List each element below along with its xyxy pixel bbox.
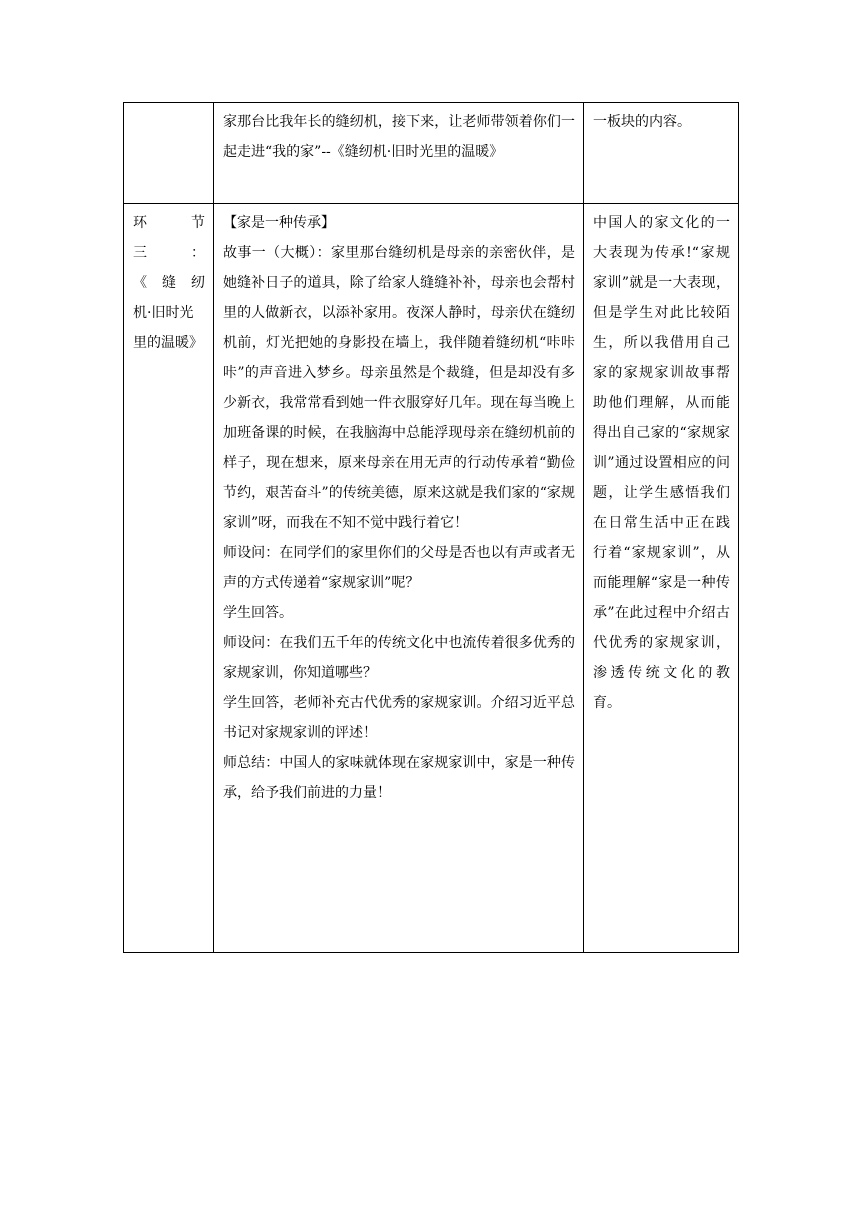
stage-cell xyxy=(124,204,219,953)
table-row xyxy=(124,204,739,953)
stage-title-line: 里的温暖》 xyxy=(133,335,203,351)
content-paragraph: 学生回答。 xyxy=(223,605,293,621)
stage-label: 环 节 三 ： xyxy=(133,215,219,261)
content-paragraph: 师设问：在我们五千年的传统文化中也流传着很多优秀的家规家训，你知道哪些？ xyxy=(223,635,575,681)
stage-cell xyxy=(124,103,214,204)
intent-cell xyxy=(584,204,739,953)
content-paragraph: 学生回答，老师补充古代优秀的家规家训。介绍习近平总书记对家规家训的评述！ xyxy=(223,695,575,741)
content-paragraph: 师总结：中国人的家味就体现在家规家训中，家是一种传承，给予我们前进的力量！ xyxy=(223,755,575,801)
content-paragraph: 故事一（大概）：家里那台缝纫机是母亲的亲密伙伴，是她缝补日子的道具，除了给家人缝缝补补，母亲也会帮村里的人做新衣，以添补家用。夜深人静时，母亲伏在缝纫机前，灯光把她的身影投在墙上，我伴随着缝纫机“咔咔咔”的声音进入梦乡。母亲虽然是个裁缝，但是却没有多少新衣，我常常看到她一件衣服穿好几年。现在每当晚上加班备课的时候，在我脑海中总能浮现母亲在缝纫机前的样子，现在想来，原来母亲在用无声的行动传承着“勤俭节约，艰苦奋斗”的传统美德，原来这就是我们家的“家规家训”呀，而我在不知不觉中践行着它！ xyxy=(223,245,575,531)
intent-text: 中国人的家文化的一大表现为传承!“家规家训”就是一大表现，但是学生对此比较陌生，所以我借用自己家的家规家训故事帮助他们理解，从而能得出自己家的“家规家训”通过设置相应的问题，让学生感悟我们在日常生活中正在践行着“家规家训”，从而能理解“家是一种传承”在此过程中介绍古代优秀的家规家训，渗透传统文化的教育。 xyxy=(593,215,730,711)
stage-title-line: 机·旧时光 xyxy=(133,305,194,321)
content-paragraph: 师设问：在同学们的家里你们的父母是否也以有声或者无声的方式传递着“家规家训”呢？ xyxy=(223,545,575,591)
content-cell xyxy=(214,204,584,953)
stage-title-line: 《 缝 纫 xyxy=(133,275,205,291)
content-cell xyxy=(214,103,584,204)
content-paragraph: 家那台比我年长的缝纫机，接下来，让老师带领着你们一起走进“我的家”--《缝纫机·旧时光里的温暖》 xyxy=(223,114,575,160)
section-heading: 【家是一种传承】 xyxy=(223,215,335,231)
intent-text: 一板块的内容。 xyxy=(593,114,691,130)
table-row xyxy=(124,103,739,204)
intent-cell xyxy=(584,103,739,204)
lesson-plan-table xyxy=(123,102,739,953)
